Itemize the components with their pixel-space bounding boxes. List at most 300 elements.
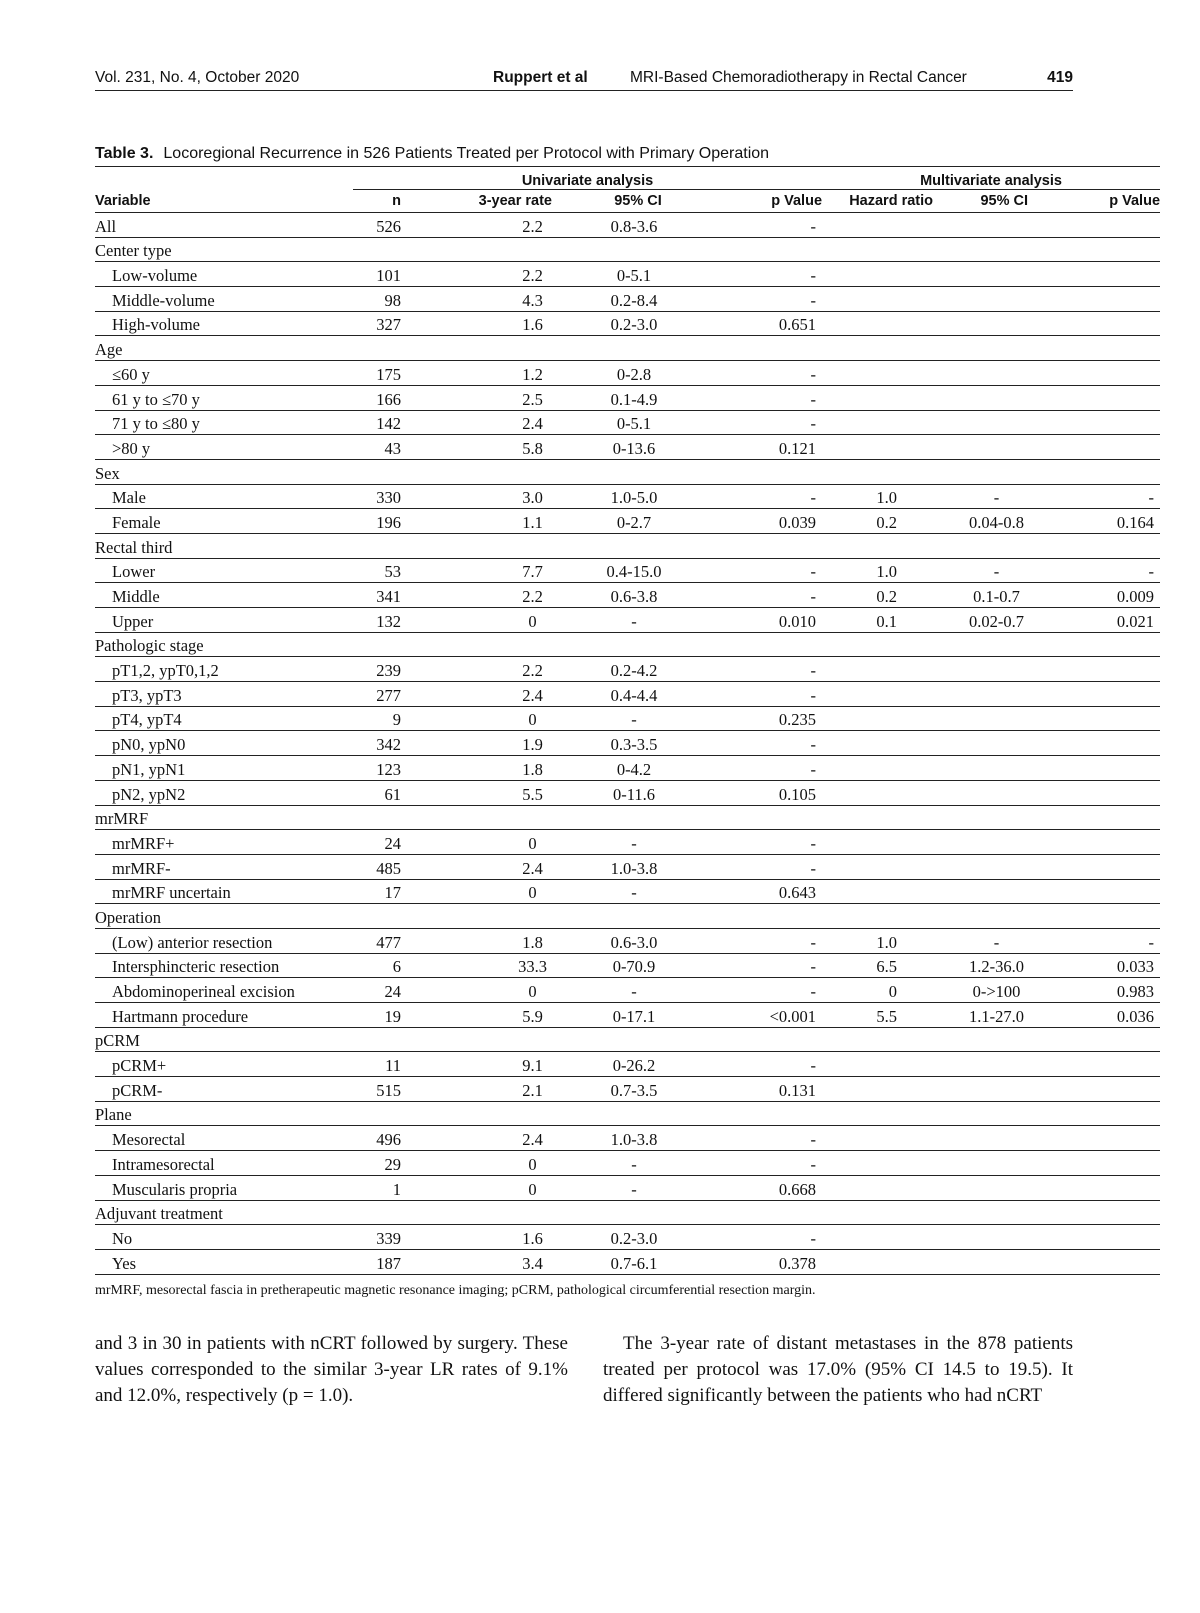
cell-p2 <box>1058 336 1160 361</box>
cell-rate <box>401 237 594 262</box>
cell-ci: 1.0-3.8 <box>594 1126 674 1151</box>
cell-p2 <box>1058 1249 1160 1274</box>
cell-ci <box>594 805 674 830</box>
page-number: 419 <box>1047 69 1073 86</box>
cell-hr <box>822 731 935 756</box>
table-row <box>95 385 1160 410</box>
cell-p2 <box>1058 361 1160 386</box>
cell-ci2: - <box>935 484 1058 509</box>
cell-ci2 <box>935 1101 1058 1126</box>
cell-n: 17 <box>353 879 401 904</box>
cell-p: - <box>674 731 822 756</box>
cell-label: Muscularis propria <box>95 1175 353 1200</box>
table-row <box>95 731 1160 756</box>
cell-ci: 0.6-3.8 <box>594 583 674 608</box>
cell-p: - <box>674 978 822 1003</box>
cell-n: 142 <box>353 410 401 435</box>
cell-ci2 <box>935 1249 1058 1274</box>
cell-p2 <box>1058 287 1160 312</box>
cell-p2 <box>1058 706 1160 731</box>
cell-ci: 0.7-3.5 <box>594 1077 674 1102</box>
table-row <box>95 1101 1160 1126</box>
cell-n: 341 <box>353 583 401 608</box>
cell-ci2: 0.02-0.7 <box>935 608 1058 633</box>
table-row <box>95 533 1160 558</box>
cell-rate: 5.5 <box>401 780 594 805</box>
cell-n: 277 <box>353 682 401 707</box>
cell-n <box>353 805 401 830</box>
cell-rate: 1.8 <box>401 928 594 953</box>
running-authors: Ruppert et al <box>493 69 588 86</box>
cell-p: - <box>674 830 822 855</box>
table-caption <box>95 145 769 163</box>
cell-p2 <box>1058 1151 1160 1176</box>
cell-hr <box>822 385 935 410</box>
table-body <box>95 213 1160 1275</box>
cell-rate: 0 <box>401 879 594 904</box>
cell-ci2 <box>935 756 1058 781</box>
cell-ci2 <box>935 780 1058 805</box>
running-header <box>95 68 1073 91</box>
cell-ci2 <box>935 1052 1058 1077</box>
cell-ci2 <box>935 1151 1058 1176</box>
cell-p: - <box>674 1225 822 1250</box>
cell-p2 <box>1058 459 1160 484</box>
cell-n: 6 <box>353 953 401 978</box>
cell-label: Rectal third <box>95 533 353 558</box>
cell-p: 0.121 <box>674 435 822 460</box>
cell-label: Hartmann procedure <box>95 1003 353 1028</box>
cell-label: Middle <box>95 583 353 608</box>
cell-ci2: 0.1-0.7 <box>935 583 1058 608</box>
cell-ci: 0.2-4.2 <box>594 657 674 682</box>
cell-label: mrMRF- <box>95 854 353 879</box>
cell-ci: 0-13.6 <box>594 435 674 460</box>
cell-rate: 1.1 <box>401 509 594 534</box>
cell-rate: 1.8 <box>401 756 594 781</box>
cell-label: mrMRF uncertain <box>95 879 353 904</box>
table-row <box>95 459 1160 484</box>
cell-n: 327 <box>353 311 401 336</box>
table-row <box>95 756 1160 781</box>
cell-ci <box>594 904 674 929</box>
cell-hr <box>822 262 935 287</box>
cell-n: 166 <box>353 385 401 410</box>
cell-hr <box>822 1126 935 1151</box>
cell-hr <box>822 904 935 929</box>
col-p2: p Value <box>1058 190 1160 213</box>
cell-label: All <box>95 213 353 238</box>
cell-hr: 1.0 <box>822 484 935 509</box>
cell-ci: 0-11.6 <box>594 780 674 805</box>
table-row <box>95 879 1160 904</box>
cell-rate: 1.6 <box>401 1225 594 1250</box>
cell-ci2 <box>935 904 1058 929</box>
cell-p2: - <box>1058 484 1160 509</box>
table-row <box>95 213 1160 238</box>
body-column-left <box>95 1331 568 1409</box>
cell-hr: 1.0 <box>822 928 935 953</box>
cell-rate: 5.9 <box>401 1003 594 1028</box>
cell-ci2: - <box>935 928 1058 953</box>
cell-rate: 5.8 <box>401 435 594 460</box>
cell-rate <box>401 1027 594 1052</box>
cell-rate <box>401 459 594 484</box>
cell-ci: - <box>594 879 674 904</box>
cell-hr <box>822 682 935 707</box>
table-row <box>95 682 1160 707</box>
cell-n: 53 <box>353 558 401 583</box>
cell-ci: 0-5.1 <box>594 262 674 287</box>
table-column-header <box>95 190 1160 213</box>
cell-p2 <box>1058 1077 1160 1102</box>
table-row <box>95 1052 1160 1077</box>
cell-p <box>674 805 822 830</box>
cell-ci2: 1.1-27.0 <box>935 1003 1058 1028</box>
cell-ci2 <box>935 410 1058 435</box>
cell-label: Adjuvant treatment <box>95 1200 353 1225</box>
cell-p2: - <box>1058 558 1160 583</box>
cell-ci2 <box>935 385 1058 410</box>
cell-label: Female <box>95 509 353 534</box>
cell-n <box>353 533 401 558</box>
cell-p2 <box>1058 830 1160 855</box>
cell-label: pCRM+ <box>95 1052 353 1077</box>
cell-hr <box>822 459 935 484</box>
cell-n: 19 <box>353 1003 401 1028</box>
cell-ci: 0.4-15.0 <box>594 558 674 583</box>
cell-hr <box>822 632 935 657</box>
cell-rate: 1.2 <box>401 361 594 386</box>
cell-ci: 0-26.2 <box>594 1052 674 1077</box>
table-row <box>95 311 1160 336</box>
cell-ci2 <box>935 361 1058 386</box>
cell-p: - <box>674 1126 822 1151</box>
table-row <box>95 287 1160 312</box>
cell-label: Middle-volume <box>95 287 353 312</box>
cell-ci2 <box>935 854 1058 879</box>
cell-n: 61 <box>353 780 401 805</box>
cell-p: - <box>674 262 822 287</box>
cell-label: 71 y to ≤80 y <box>95 410 353 435</box>
cell-p2 <box>1058 213 1160 238</box>
cell-p2 <box>1058 731 1160 756</box>
cell-n: 477 <box>353 928 401 953</box>
cell-p2 <box>1058 262 1160 287</box>
cell-rate: 1.9 <box>401 731 594 756</box>
col-rate: 3-year rate <box>401 190 594 213</box>
cell-ci <box>594 1200 674 1225</box>
cell-rate <box>401 904 594 929</box>
cell-n <box>353 237 401 262</box>
cell-n: 24 <box>353 978 401 1003</box>
cell-p2 <box>1058 311 1160 336</box>
cell-p: - <box>674 928 822 953</box>
cell-p <box>674 237 822 262</box>
running-title: MRI-Based Chemoradiotherapy in Rectal Cancer <box>630 69 967 86</box>
cell-ci: - <box>594 1175 674 1200</box>
cell-p: 0.378 <box>674 1249 822 1274</box>
cell-hr: 6.5 <box>822 953 935 978</box>
cell-p2 <box>1058 1200 1160 1225</box>
cell-p2 <box>1058 1126 1160 1151</box>
cell-p: - <box>674 583 822 608</box>
table-row <box>95 706 1160 731</box>
body-column-right <box>603 1331 1073 1409</box>
cell-n: 101 <box>353 262 401 287</box>
cell-n: 132 <box>353 608 401 633</box>
cell-n: 342 <box>353 731 401 756</box>
cell-rate <box>401 805 594 830</box>
cell-n: 239 <box>353 657 401 682</box>
cell-n <box>353 336 401 361</box>
cell-hr <box>822 213 935 238</box>
cell-p2: 0.021 <box>1058 608 1160 633</box>
cell-ci: - <box>594 830 674 855</box>
cell-p2 <box>1058 879 1160 904</box>
cell-hr <box>822 311 935 336</box>
cell-rate <box>401 632 594 657</box>
cell-hr <box>822 657 935 682</box>
table-row <box>95 608 1160 633</box>
cell-ci <box>594 632 674 657</box>
cell-hr <box>822 756 935 781</box>
cell-rate: 2.2 <box>401 213 594 238</box>
cell-hr <box>822 780 935 805</box>
cell-ci: 1.0-3.8 <box>594 854 674 879</box>
cell-p: 0.668 <box>674 1175 822 1200</box>
cell-rate: 7.7 <box>401 558 594 583</box>
cell-p2 <box>1058 854 1160 879</box>
table-row <box>95 1151 1160 1176</box>
cell-label: Intersphincteric resection <box>95 953 353 978</box>
cell-p2: 0.033 <box>1058 953 1160 978</box>
table-row <box>95 583 1160 608</box>
cell-ci2 <box>935 533 1058 558</box>
table-row <box>95 558 1160 583</box>
cell-rate: 3.4 <box>401 1249 594 1274</box>
cell-label: Intramesorectal <box>95 1151 353 1176</box>
cell-ci2 <box>935 879 1058 904</box>
cell-hr <box>822 1225 935 1250</box>
cell-ci: 0-2.8 <box>594 361 674 386</box>
cell-hr <box>822 237 935 262</box>
table-row <box>95 1200 1160 1225</box>
table-row <box>95 805 1160 830</box>
cell-n: 515 <box>353 1077 401 1102</box>
cell-hr <box>822 1200 935 1225</box>
cell-p: <0.001 <box>674 1003 822 1028</box>
cell-ci: 0.2-3.0 <box>594 311 674 336</box>
cell-p2: 0.036 <box>1058 1003 1160 1028</box>
cell-p: - <box>674 287 822 312</box>
cell-ci: - <box>594 978 674 1003</box>
cell-ci2: 0.04-0.8 <box>935 509 1058 534</box>
cell-p: - <box>674 1052 822 1077</box>
cell-hr <box>822 1101 935 1126</box>
cell-p: 0.235 <box>674 706 822 731</box>
col-p: p Value <box>674 190 822 213</box>
cell-label: Lower <box>95 558 353 583</box>
cell-n: 29 <box>353 1151 401 1176</box>
cell-rate: 2.4 <box>401 854 594 879</box>
table-row <box>95 1003 1160 1028</box>
table-row <box>95 657 1160 682</box>
cell-p: - <box>674 682 822 707</box>
cell-p <box>674 336 822 361</box>
table-row <box>95 904 1160 929</box>
cell-p2 <box>1058 410 1160 435</box>
col-hr: Hazard ratio <box>822 190 935 213</box>
cell-rate: 2.1 <box>401 1077 594 1102</box>
cell-ci2 <box>935 1175 1058 1200</box>
cell-label: Low-volume <box>95 262 353 287</box>
cell-p2 <box>1058 1101 1160 1126</box>
cell-p: - <box>674 410 822 435</box>
cell-label: pT4, ypT4 <box>95 706 353 731</box>
table-row <box>95 1077 1160 1102</box>
cell-hr <box>822 361 935 386</box>
cell-ci2 <box>935 1027 1058 1052</box>
cell-label: Mesorectal <box>95 1126 353 1151</box>
cell-ci2 <box>935 830 1058 855</box>
cell-label: mrMRF+ <box>95 830 353 855</box>
cell-n <box>353 1101 401 1126</box>
cell-label: pCRM- <box>95 1077 353 1102</box>
cell-hr: 1.0 <box>822 558 935 583</box>
table-row <box>95 237 1160 262</box>
cell-ci: 0.2-8.4 <box>594 287 674 312</box>
col-variable: Variable <box>95 190 353 213</box>
cell-label: No <box>95 1225 353 1250</box>
cell-ci <box>594 533 674 558</box>
cell-label: Center type <box>95 237 353 262</box>
cell-n <box>353 1027 401 1052</box>
cell-rate: 2.2 <box>401 262 594 287</box>
cell-ci2: 0->100 <box>935 978 1058 1003</box>
cell-p2 <box>1058 533 1160 558</box>
cell-p2: 0.983 <box>1058 978 1160 1003</box>
col-ci2: 95% CI <box>935 190 1058 213</box>
cell-rate <box>401 336 594 361</box>
table-row <box>95 435 1160 460</box>
cell-p2 <box>1058 657 1160 682</box>
cell-p2 <box>1058 435 1160 460</box>
cell-label: High-volume <box>95 311 353 336</box>
cell-ci: 0.8-3.6 <box>594 213 674 238</box>
cell-rate: 2.2 <box>401 583 594 608</box>
cell-p: - <box>674 558 822 583</box>
cell-label: Plane <box>95 1101 353 1126</box>
cell-ci: 0-4.2 <box>594 756 674 781</box>
cell-rate: 0 <box>401 608 594 633</box>
cell-p <box>674 1101 822 1126</box>
cell-n: 9 <box>353 706 401 731</box>
table-row <box>95 978 1160 1003</box>
cell-ci <box>594 336 674 361</box>
cell-rate: 0 <box>401 1175 594 1200</box>
cell-rate: 0 <box>401 978 594 1003</box>
cell-n <box>353 904 401 929</box>
table-row <box>95 632 1160 657</box>
cell-hr <box>822 1027 935 1052</box>
cell-label: Yes <box>95 1249 353 1274</box>
journal-volume: Vol. 231, No. 4, October 2020 <box>95 69 300 86</box>
cell-rate <box>401 533 594 558</box>
cell-label: pT1,2, ypT0,1,2 <box>95 657 353 682</box>
cell-label: Male <box>95 484 353 509</box>
cell-label: ≤60 y <box>95 361 353 386</box>
cell-ci2 <box>935 1126 1058 1151</box>
univariate-group-header: Univariate analysis <box>353 167 822 190</box>
cell-p: - <box>674 953 822 978</box>
cell-n <box>353 632 401 657</box>
cell-hr <box>822 854 935 879</box>
cell-ci2: - <box>935 558 1058 583</box>
cell-rate: 9.1 <box>401 1052 594 1077</box>
cell-p2 <box>1058 1027 1160 1052</box>
cell-p2 <box>1058 805 1160 830</box>
cell-p2: - <box>1058 928 1160 953</box>
cell-label: Sex <box>95 459 353 484</box>
cell-ci2 <box>935 336 1058 361</box>
cell-hr <box>822 805 935 830</box>
table-row <box>95 1249 1160 1274</box>
cell-ci: - <box>594 608 674 633</box>
cell-p2 <box>1058 1175 1160 1200</box>
cell-label: pN2, ypN2 <box>95 780 353 805</box>
cell-rate: 33.3 <box>401 953 594 978</box>
cell-ci: 1.0-5.0 <box>594 484 674 509</box>
cell-ci2 <box>935 657 1058 682</box>
cell-p: 0.651 <box>674 311 822 336</box>
cell-n <box>353 1200 401 1225</box>
cell-label: pN1, ypN1 <box>95 756 353 781</box>
cell-p2 <box>1058 904 1160 929</box>
cell-label: Pathologic stage <box>95 632 353 657</box>
cell-ci: 0.7-6.1 <box>594 1249 674 1274</box>
table-row <box>95 361 1160 386</box>
cell-ci <box>594 237 674 262</box>
cell-p <box>674 904 822 929</box>
cell-p: - <box>674 484 822 509</box>
cell-ci: 0.6-3.0 <box>594 928 674 953</box>
cell-label: (Low) anterior resection <box>95 928 353 953</box>
cell-label: Abdominoperineal excision <box>95 978 353 1003</box>
cell-rate <box>401 1101 594 1126</box>
cell-p: - <box>674 361 822 386</box>
cell-ci: 0.4-4.4 <box>594 682 674 707</box>
cell-p: - <box>674 1151 822 1176</box>
cell-n: 496 <box>353 1126 401 1151</box>
cell-hr: 0 <box>822 978 935 1003</box>
cell-hr: 0.2 <box>822 509 935 534</box>
cell-p <box>674 459 822 484</box>
table-row <box>95 1126 1160 1151</box>
cell-p <box>674 1200 822 1225</box>
cell-ci2: 1.2-36.0 <box>935 953 1058 978</box>
col-ci: 95% CI <box>598 190 678 213</box>
multivariate-group-header: Multivariate analysis <box>822 167 1160 190</box>
cell-p2 <box>1058 682 1160 707</box>
table-row <box>95 953 1160 978</box>
cell-ci: - <box>594 706 674 731</box>
cell-hr <box>822 435 935 460</box>
cell-p: - <box>674 756 822 781</box>
cell-rate: 0 <box>401 830 594 855</box>
cell-ci2 <box>935 1077 1058 1102</box>
table-row <box>95 336 1160 361</box>
